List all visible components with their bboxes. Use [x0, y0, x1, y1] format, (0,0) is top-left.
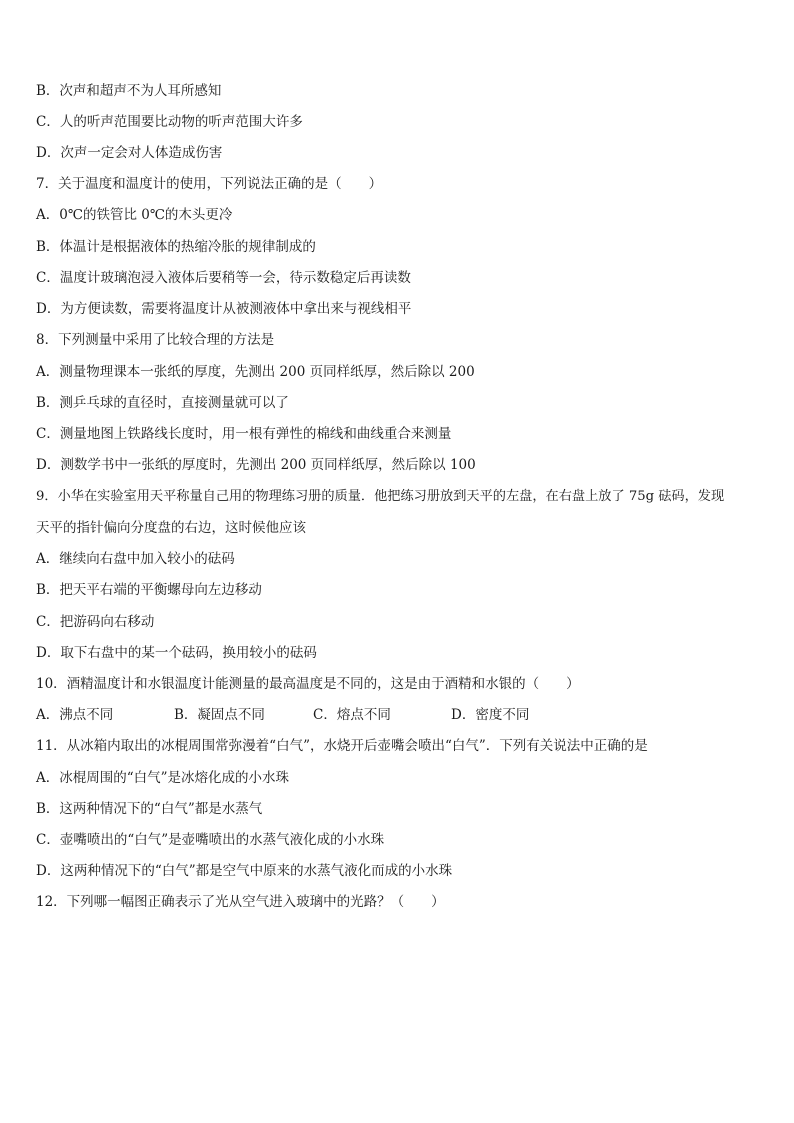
- q10-option-b[interactable]: B．凝固点不同: [174, 707, 265, 723]
- q10-option-d[interactable]: D．密度不同: [451, 707, 530, 723]
- q9-option-c[interactable]: C．把游码向右移动: [36, 614, 155, 630]
- q9-stem-line1: 9．小华在实验室用天平称量自己用的物理练习册的质量．他把练习册放到天平的左盘，在右盘上放了 75g 砝码，发现: [36, 489, 725, 504]
- q7-option-b[interactable]: B．体温计是根据液体的热缩冷胀的规律制成的: [36, 239, 316, 255]
- q6-option-b[interactable]: B．次声和超声不为人耳所感知: [36, 83, 222, 99]
- q11-option-b[interactable]: B．这两种情况下的“白气”都是水蒸气: [36, 801, 263, 817]
- q7-option-a[interactable]: A．0℃的铁管比 0℃的木头更冷: [36, 207, 233, 223]
- q9-option-b[interactable]: B．把天平右端的平衡螺母向左边移动: [36, 582, 262, 598]
- q7-stem: 7．关于温度和温度计的使用，下列说法正确的是（ ）: [36, 176, 383, 192]
- q9-stem-line2: 天平的指针偏向分度盘的右边，这时候他应该: [36, 520, 306, 536]
- q10-stem: 10．酒精温度计和水银温度计能测量的最高温度是不同的，这是由于酒精和水银的（ ）: [36, 676, 580, 692]
- q11-option-d[interactable]: D．这两种情况下的“白气”都是空气中原来的水蒸气液化而成的小水珠: [36, 863, 453, 879]
- q6-option-d[interactable]: D．次声一定会对人体造成伤害: [36, 145, 223, 161]
- q12-stem: 12．下列哪一幅图正确表示了光从空气进入玻璃中的光路？（ ）: [36, 894, 445, 910]
- q7-option-c[interactable]: C．温度计玻璃泡浸入液体后要稍等一会，待示数稳定后再读数: [36, 270, 411, 286]
- q7-option-d[interactable]: D．为方便读数，需要将温度计从被测液体中拿出来与视线相平: [36, 301, 412, 317]
- q9-option-a[interactable]: A．继续向右盘中加入较小的砝码: [36, 551, 235, 567]
- q11-option-a[interactable]: A．冰棍周围的“白气”是冰熔化成的小水珠: [36, 770, 290, 786]
- q8-option-a[interactable]: A．测量物理课本一张纸的厚度，先测出 200 页同样纸厚，然后除以 200: [36, 364, 475, 380]
- q10-option-c[interactable]: C．熔点不同: [313, 707, 391, 723]
- q8-option-b[interactable]: B．测乒乓球的直径时，直接测量就可以了: [36, 395, 289, 411]
- q11-stem: 11．从冰箱内取出的冰棍周围常弥漫着“白气”，水烧开后壶嘴会喷出“白气”．下列有关说法中正确的是: [36, 738, 648, 754]
- q10-option-a[interactable]: A．沸点不同: [36, 707, 114, 723]
- q8-option-c[interactable]: C．测量地图上铁路线长度时，用一根有弹性的棉线和曲线重合来测量: [36, 426, 452, 442]
- q6-option-c[interactable]: C．人的听声范围要比动物的听声范围大许多: [36, 114, 303, 130]
- q10-options-row: [36, 704, 776, 726]
- q8-option-d[interactable]: D．测数学书中一张纸的厚度时，先测出 200 页同样纸厚，然后除以 100: [36, 457, 476, 473]
- q8-stem: 8．下列测量中采用了比较合理的方法是: [36, 332, 275, 348]
- q9-option-d[interactable]: D．取下右盘中的某一个砝码，换用较小的砝码: [36, 645, 317, 661]
- q11-option-c[interactable]: C．壶嘴喷出的“白气”是壶嘴喷出的水蒸气液化成的小水珠: [36, 832, 385, 848]
